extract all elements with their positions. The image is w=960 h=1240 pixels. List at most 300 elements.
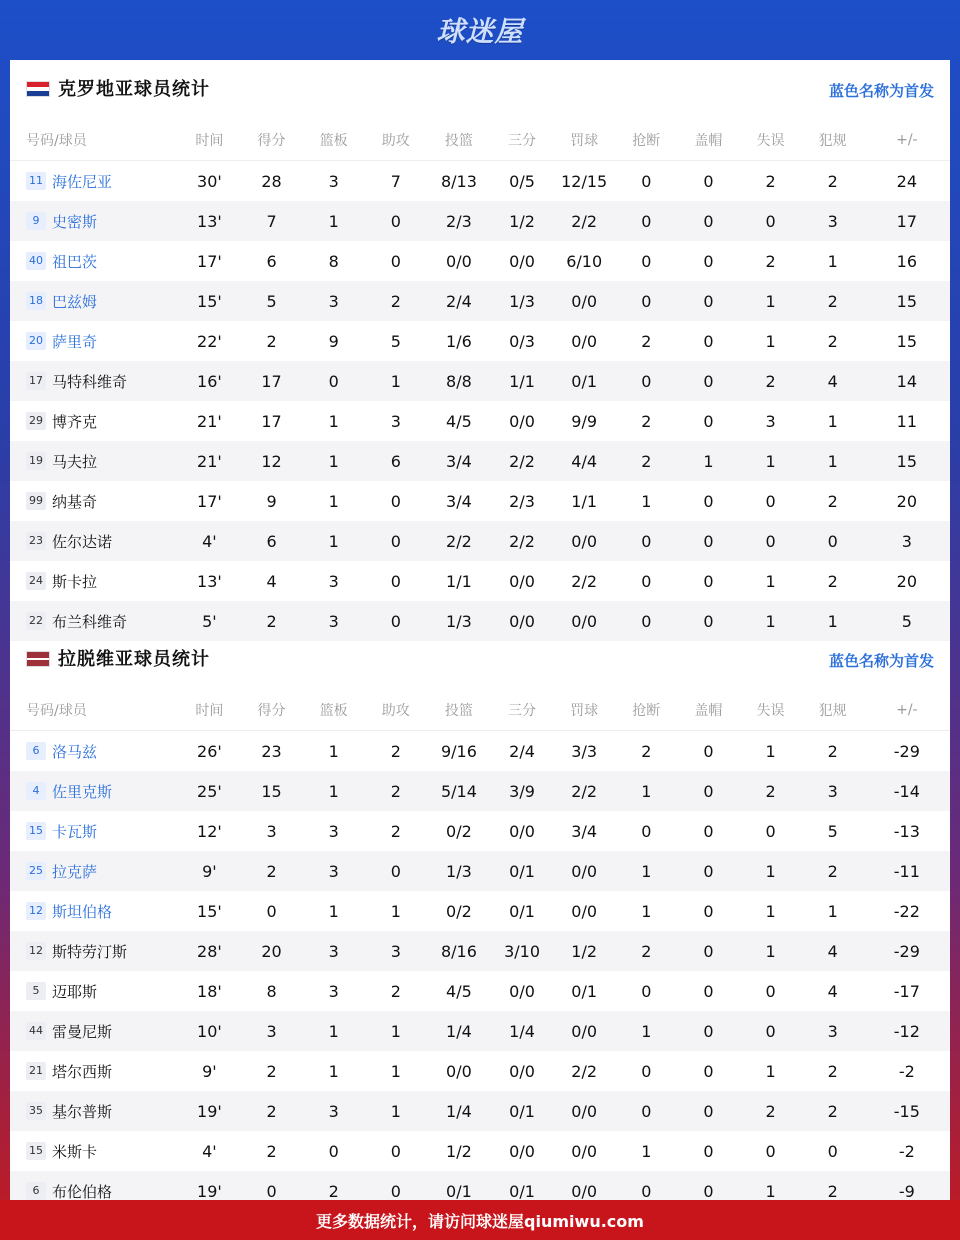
stat-cell: 0/5 xyxy=(509,171,535,191)
jersey-number-badge: 5 xyxy=(26,982,46,1000)
stat-cell: 6 xyxy=(266,251,277,271)
player-name[interactable]: 基尔普斯 xyxy=(52,1102,113,1121)
player-name[interactable]: 博齐克 xyxy=(52,412,98,431)
stat-cell: 16' xyxy=(178,361,240,401)
column-header: 抢断 xyxy=(615,120,677,161)
stat-cell: -12 xyxy=(864,1011,950,1051)
stat-cell: 2/4 xyxy=(427,281,491,321)
stat-cell: 2/2 xyxy=(571,571,598,591)
stat-cell: 1 xyxy=(365,1091,427,1131)
stat-cell: 4' xyxy=(178,521,240,561)
player-name[interactable]: 马特科维奇 xyxy=(52,372,128,391)
stat-cell: 15 xyxy=(240,771,302,811)
jersey-number-badge: 12 xyxy=(26,902,46,920)
stat-cell: 0 xyxy=(390,571,401,591)
stat-cell: 1 xyxy=(615,1011,677,1051)
column-header: 得分 xyxy=(240,690,302,731)
stat-cell: 4/4 xyxy=(553,441,615,481)
stat-cell: 5 xyxy=(864,601,950,641)
table-row xyxy=(10,401,950,441)
stat-cell: 0 xyxy=(390,1141,401,1161)
stat-cell: 2 xyxy=(802,1171,864,1211)
stat-cell: 2 xyxy=(827,571,838,591)
stat-cell: 0 xyxy=(615,1091,677,1131)
stat-cell: 0 xyxy=(827,1141,838,1161)
stat-cell: 3/3 xyxy=(571,741,598,761)
column-header: 犯规 xyxy=(802,690,864,731)
player-name[interactable]: 斯特劳汀斯 xyxy=(52,942,128,961)
stat-cell: 0/0 xyxy=(571,1141,598,1161)
player-name[interactable]: 迈耶斯 xyxy=(52,982,98,1001)
table-row xyxy=(10,1051,950,1091)
column-header: 失误 xyxy=(739,690,801,731)
stat-cell: 0 xyxy=(390,251,401,271)
stat-cell: 0 xyxy=(677,361,739,401)
player-cell xyxy=(10,521,178,561)
column-header: 犯规 xyxy=(802,120,864,161)
table-row xyxy=(10,521,950,561)
stat-cell: 28' xyxy=(178,931,240,971)
player-cell xyxy=(10,851,178,891)
stat-cell: 3 xyxy=(303,851,365,891)
stat-cell: 1 xyxy=(765,901,776,921)
stat-cell: 1 xyxy=(765,741,776,761)
stat-cell: 0 xyxy=(615,201,677,241)
stat-cell: 1 xyxy=(328,1061,339,1081)
stat-cell: 0 xyxy=(703,331,714,351)
stat-cell: 0/0 xyxy=(509,981,535,1001)
stat-cell: 2 xyxy=(827,491,838,511)
stat-cell: 15 xyxy=(864,281,950,321)
stat-cell: 0 xyxy=(266,901,277,921)
jersey-number-badge: 9 xyxy=(26,212,46,230)
stat-cell: 1 xyxy=(739,1171,801,1211)
stat-cell: 9 xyxy=(266,491,277,511)
player-name[interactable]: 塔尔西斯 xyxy=(52,1062,113,1081)
stats-table xyxy=(10,120,950,641)
stat-cell: 1 xyxy=(365,1011,427,1051)
stat-cell: 0/0 xyxy=(509,251,535,271)
stat-cell: 25' xyxy=(178,771,240,811)
stat-cell: 0/1 xyxy=(509,901,535,921)
stat-cell: 0/2 xyxy=(446,901,472,921)
stat-cell: 0/3 xyxy=(509,331,535,351)
stat-cell: 17 xyxy=(864,201,950,241)
stat-cell: 2 xyxy=(802,281,864,321)
stat-cell: 4 xyxy=(802,931,864,971)
stat-cell: 2 xyxy=(240,601,302,641)
stat-cell: 2 xyxy=(641,411,652,431)
player-name[interactable]: 布伦伯格 xyxy=(52,1182,113,1201)
stat-cell: 0/0 xyxy=(446,251,472,271)
stat-cell: 23 xyxy=(261,741,282,761)
jersey-number-badge: 19 xyxy=(26,452,46,470)
stat-cell: 0 xyxy=(739,521,801,561)
stat-cell: 22' xyxy=(197,331,222,351)
stat-cell: -14 xyxy=(864,771,950,811)
stat-cell: 0 xyxy=(677,931,739,971)
player-name[interactable]: 佐尔达诺 xyxy=(52,532,113,551)
jersey-number-badge: 44 xyxy=(26,1022,46,1040)
stat-cell: 2/3 xyxy=(509,491,535,511)
stat-cell: 1/6 xyxy=(446,331,472,351)
player-name[interactable]: 史密斯 xyxy=(52,212,98,231)
stat-cell: 2 xyxy=(802,851,864,891)
player-name[interactable]: 海佐尼亚 xyxy=(52,172,113,191)
stat-cell: 3 xyxy=(765,411,776,431)
stat-cell: 1 xyxy=(827,901,838,921)
stat-cell: 1 xyxy=(303,441,365,481)
stat-cell: 4 xyxy=(827,981,838,1001)
stat-cell: 0 xyxy=(615,601,677,641)
stat-cell: 2 xyxy=(615,441,677,481)
section-header xyxy=(10,630,950,690)
stat-cell: 0 xyxy=(677,521,739,561)
stat-cell: 21' xyxy=(178,441,240,481)
stat-cell: 9 xyxy=(328,331,339,351)
stat-cell: 15' xyxy=(197,901,222,921)
column-header: 得分 xyxy=(240,120,302,161)
stat-cell: 2 xyxy=(641,331,652,351)
stat-cell: -2 xyxy=(898,1061,915,1081)
player-cell xyxy=(10,971,178,1011)
table-row xyxy=(10,931,950,971)
table-row xyxy=(10,1131,950,1171)
stat-cell: 3 xyxy=(266,821,277,841)
stat-cell: 8/13 xyxy=(440,171,477,191)
stat-cell: 30' xyxy=(197,171,222,191)
stat-cell: 13' xyxy=(197,571,222,591)
jersey-number-badge: 21 xyxy=(26,1062,46,1080)
jersey-number-badge: 6 xyxy=(26,1182,46,1200)
stat-cell: 12 xyxy=(240,441,302,481)
table-row xyxy=(10,731,950,772)
table-header-row xyxy=(10,690,950,731)
stat-cell: 5 xyxy=(240,281,302,321)
stat-cell: 1 xyxy=(328,411,339,431)
stat-cell: 2 xyxy=(765,171,776,191)
stat-cell: 2 xyxy=(827,1061,838,1081)
stat-cell: 3 xyxy=(802,201,864,241)
stat-cell: 0/1 xyxy=(491,1091,553,1131)
stat-cell: 0/0 xyxy=(553,1011,615,1051)
stat-cell: 0 xyxy=(677,281,739,321)
stat-cell: 8/16 xyxy=(427,931,491,971)
stat-cell: 9/9 xyxy=(571,411,598,431)
stat-cell: 10' xyxy=(178,1011,240,1051)
stat-cell: 0 xyxy=(703,411,714,431)
stat-cell: 2 xyxy=(739,771,801,811)
player-cell xyxy=(10,401,178,441)
table-row xyxy=(10,441,950,481)
stat-cell: 0 xyxy=(615,1171,677,1211)
column-header: +/- xyxy=(864,120,950,161)
stat-cell: 0/0 xyxy=(509,411,535,431)
stat-cell: 5 xyxy=(390,331,401,351)
stat-cell: 1 xyxy=(739,851,801,891)
stat-cell: 0 xyxy=(641,1061,652,1081)
column-header: 篮板 xyxy=(303,120,365,161)
player-cell xyxy=(10,201,178,241)
stat-cell: 1 xyxy=(641,491,652,511)
stat-cell: 0 xyxy=(677,201,739,241)
section-title: 拉脱维亚球员统计 xyxy=(58,649,210,670)
stat-cell: 7 xyxy=(240,201,302,241)
stat-cell: 1/1 xyxy=(491,361,553,401)
stat-cell: 2 xyxy=(739,361,801,401)
stat-cell: 1 xyxy=(303,771,365,811)
latvia-flag-icon xyxy=(26,651,50,667)
column-header: +/- xyxy=(864,690,950,731)
jersey-number-badge: 23 xyxy=(26,532,46,550)
stat-cell: 1 xyxy=(802,601,864,641)
stat-cell: 0 xyxy=(641,821,652,841)
player-name[interactable]: 斯坦伯格 xyxy=(52,902,113,921)
player-cell xyxy=(10,931,178,971)
stat-cell: 1 xyxy=(765,571,776,591)
stat-cell: 0/1 xyxy=(491,1171,553,1211)
stat-cell: 1 xyxy=(390,901,401,921)
footer-banner xyxy=(0,1200,960,1240)
stat-cell: 1/4 xyxy=(491,1011,553,1051)
stat-cell: 2 xyxy=(827,741,838,761)
flag-stripe xyxy=(27,660,49,666)
player-name[interactable]: 佐里克斯 xyxy=(52,782,113,801)
stat-cell: 1 xyxy=(827,411,838,431)
table-row xyxy=(10,1011,950,1051)
stat-cell: 4 xyxy=(266,571,277,591)
stat-cell: 2 xyxy=(266,1141,277,1161)
starter-legend-note: 蓝色名称为首发 xyxy=(828,652,934,670)
jersey-number-badge: 4 xyxy=(26,782,46,800)
stat-cell: 1 xyxy=(739,601,801,641)
stat-cell: 5 xyxy=(827,821,838,841)
stat-cell: -2 xyxy=(898,1141,915,1161)
stat-cell: 0 xyxy=(615,361,677,401)
player-name[interactable]: 斯卡拉 xyxy=(52,572,98,591)
stat-cell: 5/14 xyxy=(427,771,491,811)
stat-cell: 0 xyxy=(703,1061,714,1081)
table-row xyxy=(10,561,950,601)
stat-cell: 2 xyxy=(390,981,401,1001)
player-cell xyxy=(10,441,178,481)
stat-cell: 2 xyxy=(827,171,838,191)
stat-cell: 0 xyxy=(641,251,652,271)
stat-cell: 1 xyxy=(615,771,677,811)
stat-cell: 17 xyxy=(240,361,302,401)
jersey-number-badge: 25 xyxy=(26,862,46,880)
player-name[interactable]: 巴兹姆 xyxy=(52,292,98,311)
stat-cell: 1/4 xyxy=(427,1011,491,1051)
player-name[interactable]: 洛马兹 xyxy=(52,742,98,761)
table-row xyxy=(10,851,950,891)
stat-cell: 11 xyxy=(896,411,918,431)
column-header: 罚球 xyxy=(553,690,615,731)
player-name[interactable]: 米斯卡 xyxy=(52,1142,98,1161)
stat-cell: 0 xyxy=(765,821,776,841)
stat-cell: 15 xyxy=(864,441,950,481)
stat-cell: 16 xyxy=(896,251,918,271)
stat-cell: 3/4 xyxy=(446,491,472,511)
stat-cell: 12/15 xyxy=(561,171,608,191)
stat-cell: 0 xyxy=(365,1171,427,1211)
stat-cell: 4/5 xyxy=(446,411,472,431)
section-header xyxy=(10,60,950,120)
table-row xyxy=(10,971,950,1011)
stat-cell: 0 xyxy=(641,571,652,591)
stat-cell: 0/1 xyxy=(553,361,615,401)
player-name[interactable]: 祖巴茨 xyxy=(52,252,98,271)
stat-cell: 2 xyxy=(739,1091,801,1131)
stat-cell: -11 xyxy=(864,851,950,891)
stat-cell: 3 xyxy=(390,411,401,431)
stat-cell: 1 xyxy=(677,441,739,481)
stat-cell: 2 xyxy=(303,1171,365,1211)
stat-cell: 2/2 xyxy=(491,521,553,561)
player-cell xyxy=(10,891,178,931)
stat-cell: 2 xyxy=(802,1091,864,1131)
stat-cell: 3/4 xyxy=(571,821,598,841)
stat-cell: 0 xyxy=(677,601,739,641)
column-header: 号码/球员 xyxy=(10,120,178,161)
stat-cell: 0 xyxy=(390,491,401,511)
player-name[interactable]: 纳基奇 xyxy=(52,492,98,511)
stat-cell: 1 xyxy=(365,361,427,401)
stat-cell: -29 xyxy=(893,741,920,761)
stat-cell: 3 xyxy=(328,821,339,841)
stat-cell: 0 xyxy=(677,851,739,891)
column-header: 三分 xyxy=(491,690,553,731)
stat-cell: 13' xyxy=(178,201,240,241)
stat-cell: -13 xyxy=(893,821,920,841)
player-cell xyxy=(10,811,178,851)
stat-cell: 0/0 xyxy=(509,1061,535,1081)
stats-table xyxy=(10,690,950,1211)
stat-cell: 0/0 xyxy=(509,1141,535,1161)
stat-cell: 0 xyxy=(677,771,739,811)
jersey-number-badge: 22 xyxy=(26,612,46,630)
stat-cell: 12' xyxy=(197,821,222,841)
stat-cell: 2 xyxy=(365,281,427,321)
jersey-number-badge: 6 xyxy=(26,742,46,760)
stat-cell: 2 xyxy=(641,741,652,761)
player-name[interactable]: 马夫拉 xyxy=(52,452,98,471)
table-row xyxy=(10,161,950,202)
stat-cell: 0/0 xyxy=(571,331,598,351)
stat-cell: 1 xyxy=(739,281,801,321)
player-cell xyxy=(10,281,178,321)
column-header: 盖帽 xyxy=(677,690,739,731)
player-name[interactable]: 拉克萨 xyxy=(52,862,98,881)
player-cell xyxy=(10,1131,178,1171)
jersey-number-badge: 17 xyxy=(26,372,46,390)
stat-cell: 17' xyxy=(197,491,222,511)
stat-cell: 3 xyxy=(328,171,339,191)
stat-cell: 0 xyxy=(328,1141,339,1161)
stat-cell: 19' xyxy=(178,1091,240,1131)
jersey-number-badge: 15 xyxy=(26,822,46,840)
stat-cell: 2/2 xyxy=(553,771,615,811)
stat-cell: 8 xyxy=(266,981,277,1001)
stat-cell: 3 xyxy=(328,981,339,1001)
stat-cell: 1 xyxy=(641,1141,652,1161)
flag-stripe xyxy=(27,91,49,96)
jersey-number-badge: 24 xyxy=(26,572,46,590)
stat-cell: 1 xyxy=(615,851,677,891)
stat-cell: 2 xyxy=(615,931,677,971)
player-cell xyxy=(10,771,178,811)
stat-cell: 6 xyxy=(365,441,427,481)
stat-cell: 6/10 xyxy=(566,251,603,271)
stat-cell: 2/4 xyxy=(509,741,535,761)
column-header: 抢断 xyxy=(615,690,677,731)
stat-cell: 0/0 xyxy=(491,601,553,641)
column-header: 盖帽 xyxy=(677,120,739,161)
stat-cell: 1 xyxy=(765,1061,776,1081)
stat-cell: 0 xyxy=(703,251,714,271)
stat-cell: 2/3 xyxy=(427,201,491,241)
player-cell xyxy=(10,361,178,401)
stat-cell: 0 xyxy=(365,521,427,561)
stat-cell: 1 xyxy=(390,1061,401,1081)
stat-cell: 4/5 xyxy=(446,981,472,1001)
stat-cell: 2 xyxy=(240,851,302,891)
stat-cell: 3 xyxy=(802,771,864,811)
stat-cell: 21' xyxy=(197,411,222,431)
jersey-number-badge: 18 xyxy=(26,292,46,310)
stat-cell: 0/0 xyxy=(446,1061,472,1081)
stat-cell: -17 xyxy=(893,981,920,1001)
stat-cell: 3/9 xyxy=(491,771,553,811)
stat-cell: 1 xyxy=(802,441,864,481)
stat-cell: 3 xyxy=(303,281,365,321)
jersey-number-badge: 40 xyxy=(26,252,46,270)
stat-cell: 1 xyxy=(739,441,801,481)
stat-cell: 0 xyxy=(677,1091,739,1131)
column-header: 时间 xyxy=(178,120,240,161)
stat-cell: 0 xyxy=(739,201,801,241)
stat-cell: 2/2 xyxy=(427,521,491,561)
player-name[interactable]: 卡瓦斯 xyxy=(52,822,98,841)
stat-cell: 1/1 xyxy=(571,491,598,511)
column-header: 投篮 xyxy=(427,120,491,161)
stat-cell: 4' xyxy=(202,1141,217,1161)
stat-cell: 0 xyxy=(703,901,714,921)
player-name[interactable]: 布兰科维奇 xyxy=(52,612,128,631)
stat-cell: 0 xyxy=(765,981,776,1001)
stat-cell: 9' xyxy=(202,1061,217,1081)
stat-cell: 0/0 xyxy=(553,1091,615,1131)
player-name[interactable]: 雷曼尼斯 xyxy=(52,1022,113,1041)
player-cell xyxy=(10,161,178,202)
stat-cell: 5' xyxy=(178,601,240,641)
table-row xyxy=(10,891,950,931)
stat-cell: 1 xyxy=(827,251,838,271)
stat-cell: 9' xyxy=(178,851,240,891)
stat-cell: 3 xyxy=(303,601,365,641)
stat-cell: 0 xyxy=(739,1011,801,1051)
player-name[interactable]: 萨里奇 xyxy=(52,332,98,351)
column-header: 投篮 xyxy=(427,690,491,731)
stat-cell: 0/0 xyxy=(553,521,615,561)
player-cell xyxy=(10,561,178,601)
stat-cell: 0 xyxy=(703,1141,714,1161)
team-section-croatia xyxy=(10,60,950,641)
table-row xyxy=(10,1091,950,1131)
stat-cell: 1/3 xyxy=(427,851,491,891)
stat-cell: 0 xyxy=(703,741,714,761)
column-header: 失误 xyxy=(739,120,801,161)
